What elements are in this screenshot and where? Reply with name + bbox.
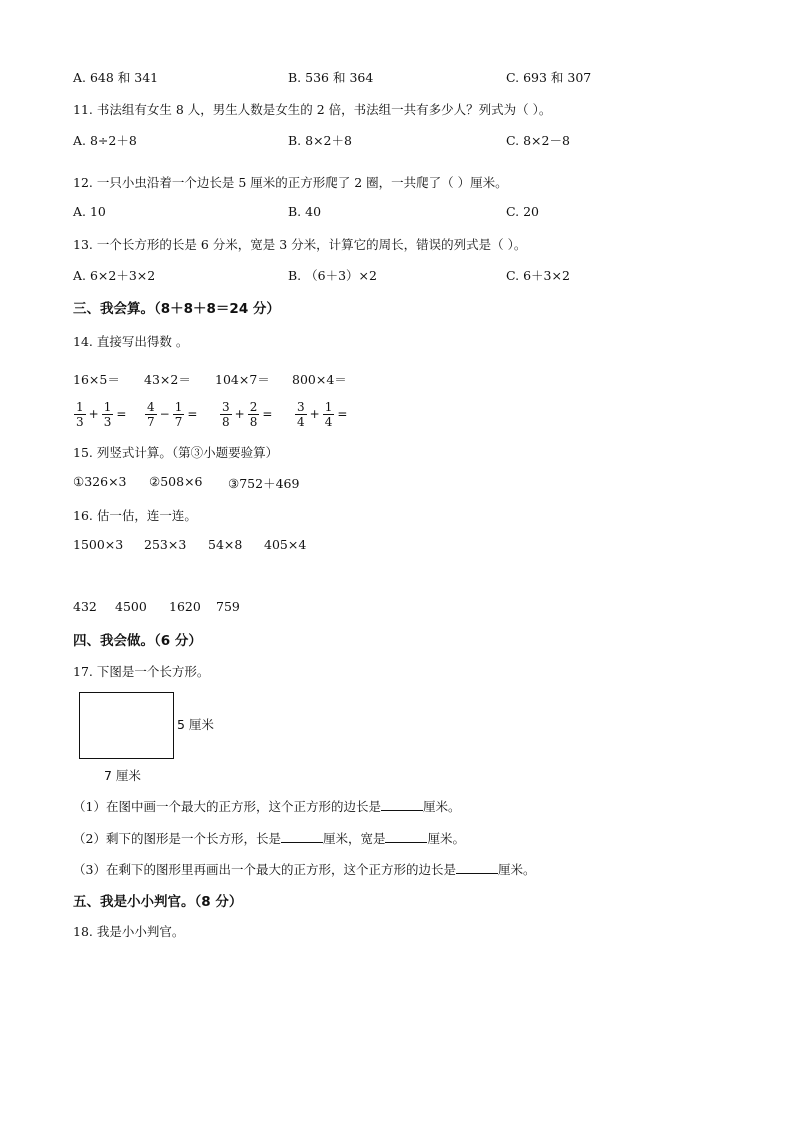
q13-option-c[interactable]: C. 6＋3×2 (506, 268, 570, 283)
q16-top-1[interactable]: 1500×3 (73, 537, 124, 552)
q12-option-b[interactable]: B. 40 (288, 204, 322, 219)
q14-calc-4: 800×4＝ (292, 372, 347, 387)
q11-option-b[interactable]: B. 8×2＋8 (288, 133, 352, 148)
q17-part-2-width-blank[interactable] (385, 830, 427, 843)
q17-part-1 (73, 797, 460, 815)
section-3-heading: 三、我会算。（8＋8＋8＝24 分） (73, 301, 280, 317)
q17-part-1-text: （1）在图中画一个最大的正方形，这个正方形的边长是 (73, 799, 381, 814)
q10-option-b[interactable]: B. 536 和 364 (288, 70, 374, 85)
q14-fraction-2: $\frac{4}{7}$ − $\frac{1}{7}$ = (147, 399, 198, 429)
q16-bottom-2[interactable]: 4500 (115, 599, 147, 614)
q10-option-c[interactable]: C. 693 和 307 (506, 70, 592, 85)
q17-stem: 17. 下图是一个长方形。 (73, 664, 210, 679)
q17-part-3 (73, 860, 535, 878)
rectangle-height-label: 5 厘米 (177, 717, 214, 732)
q14-fraction-row (73, 394, 734, 434)
q17-part-2-text: （2）剩下的图形是一个长方形，长是 (73, 831, 281, 846)
q16-top-4[interactable]: 405×4 (264, 537, 307, 552)
q16-top-3[interactable]: 54×8 (208, 537, 243, 552)
section-4-heading: 四、我会做。（6 分） (73, 633, 202, 649)
rectangle-figure (79, 692, 174, 759)
q17-part-1-blank[interactable] (381, 798, 423, 811)
q15-item-3: ③752＋469 (228, 476, 300, 491)
q12-option-c[interactable]: C. 20 (506, 204, 539, 219)
q11-option-c[interactable]: C. 8×2－8 (506, 133, 570, 148)
q17-part-2 (73, 829, 465, 847)
section-5-heading: 五、我是小小判官。（8 分） (73, 894, 243, 910)
q12-option-a[interactable]: A. 10 (73, 204, 106, 219)
q10-option-a[interactable]: A. 648 和 341 (73, 70, 159, 85)
q17-part-3-text: （3）在剩下的图形里再画出一个最大的正方形，这个正方形的边长是 (73, 862, 456, 877)
q11-option-a[interactable]: A. 8÷2＋8 (73, 133, 137, 148)
q15-stem: 15. 列竖式计算。（第③小题要验算） (73, 445, 279, 460)
q17-part-3-blank[interactable] (456, 861, 498, 874)
q14-fraction-1: $\frac{1}{3}$ + $\frac{1}{3}$ = (76, 399, 127, 429)
q16-bottom-4[interactable]: 759 (216, 599, 240, 614)
q17-part-2-mid: 厘米，宽是 (322, 831, 386, 846)
q18-stem: 18. 我是小小判官。 (73, 924, 185, 939)
q17-part-3-unit: 厘米。 (497, 862, 536, 877)
q14-calc-3: 104×7＝ (215, 372, 270, 387)
q12-stem: 12. 一只小虫沿着一个边长是 5 厘米的正方形爬了 2 圈，一共爬了（ ）厘米。 (73, 175, 508, 190)
q14-fraction-4: $\frac{3}{4}$ + $\frac{1}{4}$ = (297, 399, 348, 429)
q13-option-a[interactable]: A. 6×2＋3×2 (73, 268, 156, 283)
q14-calc-2: 43×2＝ (144, 372, 191, 387)
q17-part-1-unit: 厘米。 (422, 799, 461, 814)
q16-bottom-3[interactable]: 1620 (169, 599, 201, 614)
q13-stem: 13. 一个长方形的长是 6 分米，宽是 3 分米，计算它的周长，错误的列式是（ ）。 (73, 237, 527, 252)
q13-option-b[interactable]: B. （6＋3）×2 (288, 268, 377, 283)
q14-calc-1: 16×5＝ (73, 372, 120, 387)
q15-item-2: ②508×6 (149, 474, 203, 489)
q11-stem: 11. 书法组有女生 8 人，男生人数是女生的 2 倍，书法组一共有多少人？列式为（ ）。 (73, 102, 552, 117)
q16-bottom-1[interactable]: 432 (73, 599, 97, 614)
q17-part-2-length-blank[interactable] (281, 830, 323, 843)
q16-top-2[interactable]: 253×3 (144, 537, 187, 552)
q14-fraction-3: $\frac{3}{8}$ + $\frac{2}{8}$ = (222, 399, 273, 429)
q17-part-2-unit: 厘米。 (427, 831, 465, 846)
q16-stem: 16. 估一估，连一连。 (73, 508, 197, 523)
rectangle-width-label: 7 厘米 (104, 768, 141, 783)
q15-item-1: ①326×3 (73, 474, 127, 489)
q14-stem: 14. 直接写出得数 。 (73, 334, 189, 349)
